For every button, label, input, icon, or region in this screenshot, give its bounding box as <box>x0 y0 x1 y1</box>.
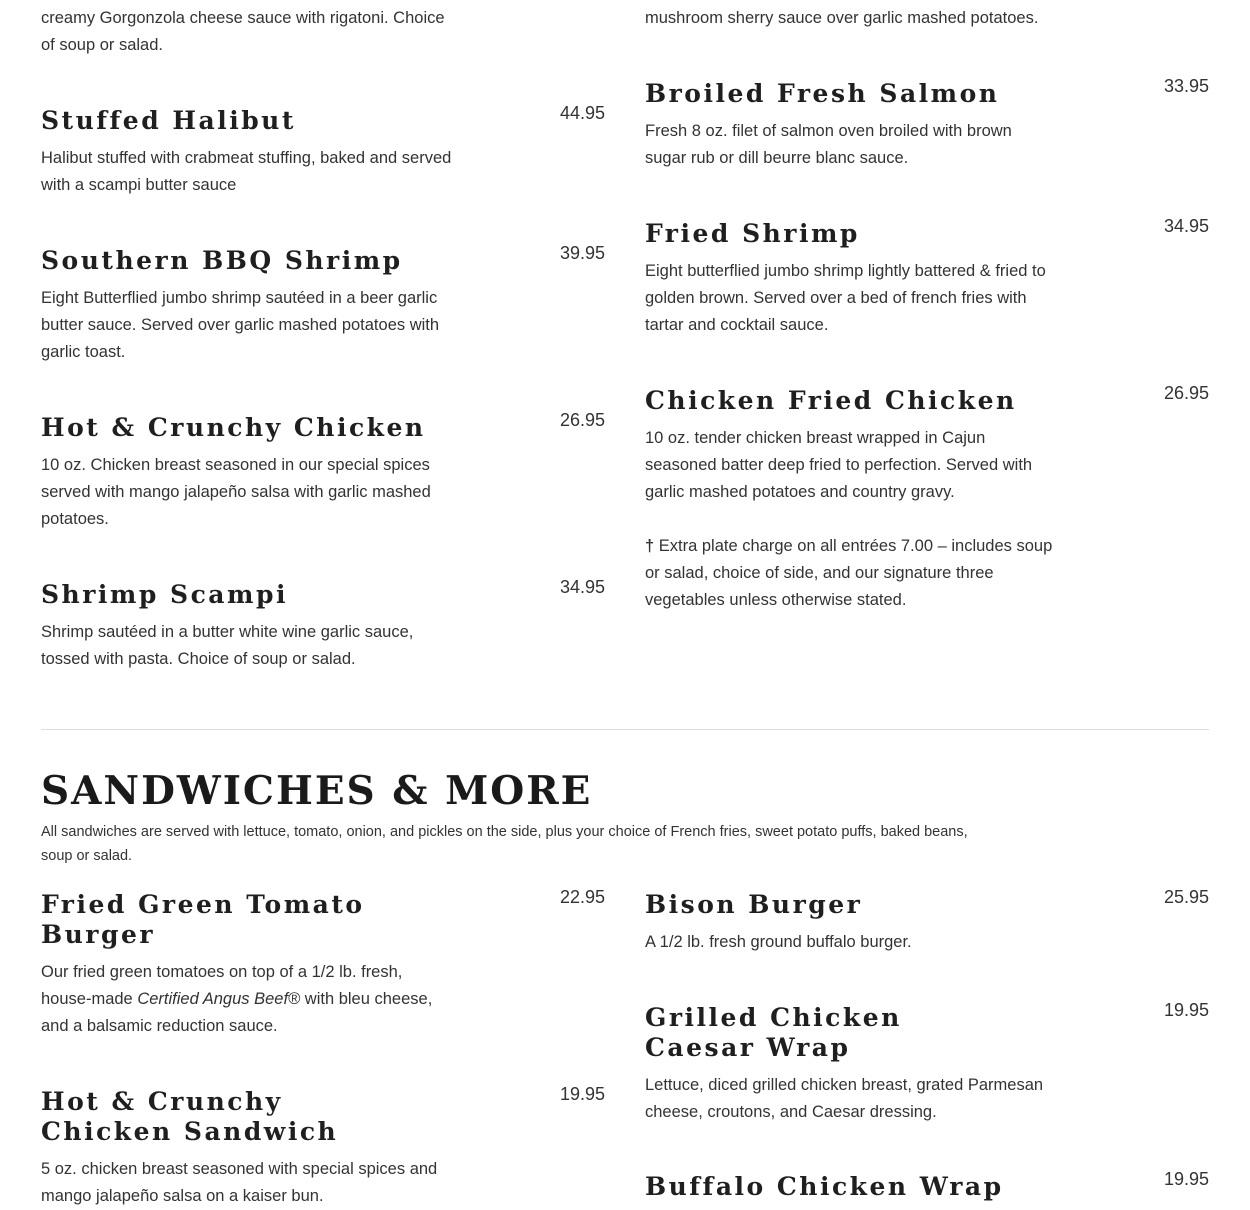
section-note: All sandwiches are served with lettuce, tomato, onion, and pickles on the side, plus your choice of French fries, sweet potato puffs, baked beans, soup or salad. <box>41 824 968 864</box>
item-description: Halibut stuffed with crabmeat stuffing, baked and served with a scampi butter sauce <box>41 149 452 194</box>
item-price: 26.95 <box>1163 383 1209 403</box>
item-description: Shrimp sautéed in a butter white wine garlic sauce, tossed with pasta. Choice of soup or salad. <box>41 623 414 668</box>
brand-name: Certified Angus Beef® <box>137 990 301 1008</box>
section-divider <box>41 729 1209 730</box>
item-name: Grilled Chicken Caesar Wrap <box>645 1003 902 1062</box>
desc-text: with bleu cheese, and a balsamic reduction sauce. <box>41 990 433 1035</box>
footnote-text: Extra plate charge on all entrées 7.00 – includes soup or salad, choice of side, and our signature three vegetables unless otherwise stated. <box>645 537 1053 609</box>
previous-item-description: mushroom sherry sauce over garlic mashed potatoes. <box>645 9 1039 27</box>
item-name: Bison Burger <box>645 890 863 919</box>
item-price: 39.95 <box>559 243 605 263</box>
previous-item-description: creamy Gorgonzola cheese sauce with rigatoni. Choice of soup or salad. <box>41 9 445 54</box>
item-description <box>41 959 441 1040</box>
dagger-symbol: † <box>645 537 655 555</box>
item-price: 25.95 <box>1163 887 1209 907</box>
item-price: 19.95 <box>1163 1000 1209 1020</box>
item-price: 33.95 <box>1163 76 1209 96</box>
item-price: 34.95 <box>1163 216 1209 236</box>
item-price: 44.95 <box>559 103 605 123</box>
item-name: Hot & Crunchy Chicken <box>41 413 426 442</box>
item-name: Hot & Crunchy Chicken Sandwich <box>41 1087 339 1146</box>
section-title-sandwiches: SANDWICHES & MORE <box>41 768 593 814</box>
entree-footnote <box>645 533 1060 614</box>
item-price: 26.95 <box>559 410 605 430</box>
desc-text: Our fried green tomatoes on top of a 1/2 lb. fresh, house-made <box>41 963 403 1008</box>
item-price: 34.95 <box>559 577 605 597</box>
item-price: 19.95 <box>1163 1169 1209 1189</box>
item-description: Lettuce, diced grilled chicken breast, grated Parmesan cheese, croutons, and Caesar dressing. <box>645 1076 1044 1121</box>
item-name: Chicken Fried Chicken <box>645 386 1017 415</box>
item-description: 5 oz. chicken breast seasoned with special spices and mango jalapeño salsa on a kaiser bun. <box>41 1160 438 1205</box>
item-description: 10 oz. tender chicken breast wrapped in Cajun seasoned batter deep fried to perfection. Served with garlic mashed potatoes and country gravy. <box>645 429 1033 501</box>
item-price: 22.95 <box>559 887 605 907</box>
item-description: 10 oz. Chicken breast seasoned in our special spices served with mango jalapeño salsa with garlic mashed potatoes. <box>41 456 431 528</box>
item-description: Fresh 8 oz. filet of salmon oven broiled with brown sugar rub or dill beurre blanc sauce. <box>645 122 1012 167</box>
item-description: Eight Butterflied jumbo shrimp sautéed in a beer garlic butter sauce. Served over garlic mashed potatoes with garlic toast. <box>41 289 440 361</box>
item-description: Eight butterflied jumbo shrimp lightly battered & fried to golden brown. Served over a bed of french fries with tartar and cocktail sauce. <box>645 262 1046 334</box>
item-name: Broiled Fresh Salmon <box>645 79 1000 108</box>
item-name: Stuffed Halibut <box>41 106 296 135</box>
item-name: Southern BBQ Shrimp <box>41 246 403 275</box>
item-name: Shrimp Scampi <box>41 580 288 609</box>
item-name: Buffalo Chicken Wrap <box>645 1172 1004 1201</box>
item-price: 19.95 <box>559 1084 605 1104</box>
item-description: A 1/2 lb. fresh ground buffalo burger. <box>645 933 912 951</box>
item-name: Fried Green Tomato Burger <box>41 890 365 949</box>
item-name: Fried Shrimp <box>645 219 860 248</box>
